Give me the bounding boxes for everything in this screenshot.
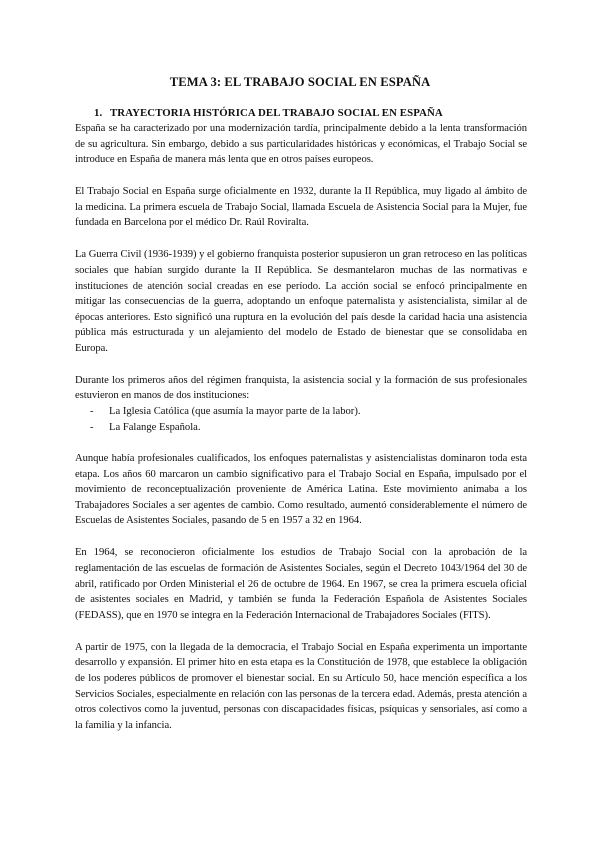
list-item: [90, 420, 527, 436]
paragraph-5: Aunque había profesionales cualificados, los enfoques paternalistas y asistencialistas dominaron toda esta etapa. Los años 60 marcaron un cambio significativo para el Trabajo Social en España, impulsado por el movimiento de reconceptualización proveniente de América Latina. Este movimiento animaba a los Trabajadores Sociales a ser agentes de cambio. Como resultado, aumentó considerablemente el número de Escuelas de Asistentes Sociales, pasando de 5 en 1957 a 32 en 1964.: [75, 453, 527, 527]
list-item: [90, 404, 527, 420]
paragraph-1: España se ha caracterizado por una modernización tardía, principalmente debido a la lenta transformación de su agricultura. Sin embargo, debido a sus particularidades históricas y económicas, el Trabajo Social se introduce en España de manera más lenta que en otros países europeos.: [75, 123, 527, 166]
section-number: 1.: [94, 107, 103, 119]
document-title: TEMA 3: EL TRABAJO SOCIAL EN ESPAÑA: [169, 75, 431, 89]
paragraph-3: La Guerra Civil (1936-1939) y el gobierno franquista posterior supusieron un gran retroceso en las políticas sociales que habían surgido durante la II República. Se desmantelaron muchas de las normativas e instituciones de atención social creadas en ese período. La acción social se enfocó principalmente en mitigar las consecuencias de la guerra, adoptando un enfoque paternalista y asistencialista, similar al de épocas anteriores. Esto significó una ruptura en la evolución del país desde la caridad hacia una asistencia pública más estructurada y un alejamiento del modelo de Estado de bienestar que se consolidaba en Europa.: [75, 249, 527, 354]
list-marker: -: [90, 406, 94, 418]
paragraph-7: A partir de 1975, con la llegada de la democracia, el Trabajo Social en España experimenta un importante desarrollo y expansión. El primer hito en esta etapa es la Constitución de 1978, que establece la obligación de los poderes públicos de promover el bienestar social. En su Artículo 50, hace mención específica a los Servicios Sociales, especialmente en relación con las personas de la tercera edad. Además, presta atención a otros colectivos como la juventud, personas con discapacidades físicas, psíquicas y sensoriales, así como a la familia y la infancia.: [75, 641, 527, 731]
list-item-text: La Iglesia Católica (que asumía la mayor parte de la labor).: [109, 406, 361, 418]
document-body: [75, 121, 527, 750]
paragraph-6: En 1964, se reconocieron oficialmente los estudios de Trabajo Social con la aprobación de la reglamentación de las escuelas de formación de Asistentes Sociales, según el Decreto 1043/1964 del 30 de abril, ratificado por Orden Ministerial el 26 de octubre de 1964. En 1967, se crea la primera escuela oficial de asistentes sociales en Madrid, y también se funda la Federación Española de Asistentes Sociales (FEDASS), que en 1970 se integra en la Federación Internacional de Trabajadores Sociales (FITS).: [75, 547, 527, 621]
paragraph-4: Durante los primeros años del régimen franquista, la asistencia social y la formación de sus profesionales estuvieron en manos de dos instituciones:: [75, 374, 527, 402]
section-heading-text: TRAYECTORIA HISTÓRICA DEL TRABAJO SOCIAL EN ESPAÑA: [110, 107, 443, 119]
list-marker: -: [90, 421, 94, 433]
list-item-text: La Falange Española.: [109, 421, 201, 433]
section-heading: [94, 107, 443, 119]
paragraph-2: El Trabajo Social en España surge oficialmente en 1932, durante la II República, muy ligado al ámbito de la medicina. La primera escuela de Trabajo Social, llamada Escuela de Asistencia Social para la Mujer, fue fundada en Barcelona por el médico Dr. Raúl Roviralta.: [75, 186, 527, 229]
institutions-list: [75, 404, 527, 435]
